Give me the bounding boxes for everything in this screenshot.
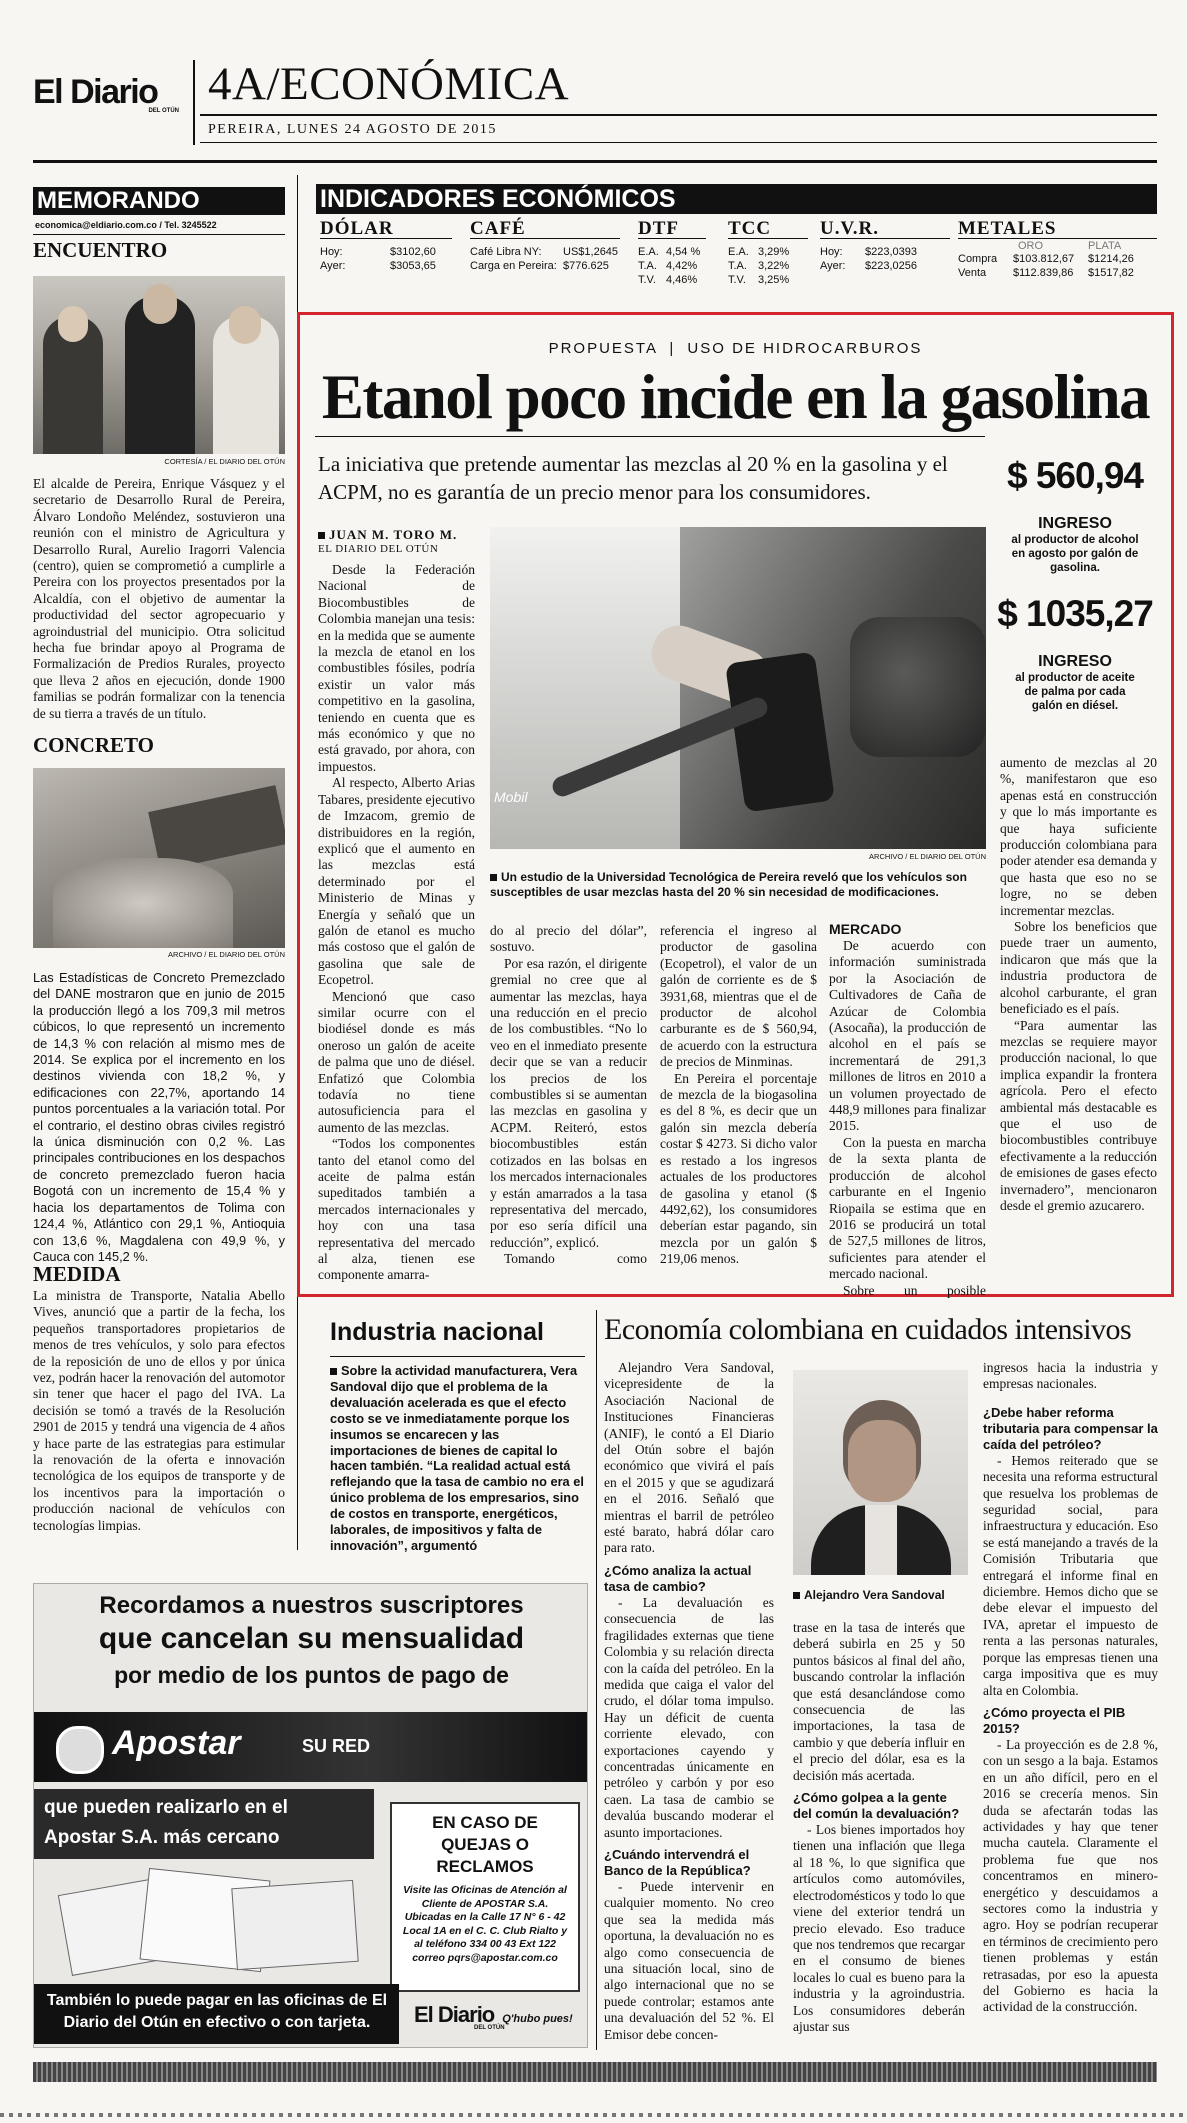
paragraph: Sobre los beneficios que puede traer un aumento, indicaron que más que la industria productora de alcohol carburante, el gran beneficiado es el país.: [1000, 919, 1157, 1017]
stat2-desc: al productor de aceite de palma por cada galón en diésel.: [1015, 672, 1135, 712]
metales-venta-plata: $1517,82: [1088, 267, 1134, 279]
memorando-title: MEMORANDO: [33, 187, 285, 215]
concreto-photo: [33, 768, 285, 948]
feature-deck: La iniciativa que pretende aumentar las mezclas al 20 % en la gasolina y el ACPM, no es garantía de un precio menor para los consumidores.: [318, 452, 948, 504]
cafe-ny-label: Café Libra NY:: [470, 246, 542, 258]
dtf-row: [638, 259, 706, 273]
paragraph: Mencionó que caso similar ocurre con el biodiésel donde es más oneroso un galón de aceite de palma que uno de diésel. Enfatizó que Colombia todavía no tiene autosuficiencia para el aumento de las mezclas.: [318, 988, 475, 1135]
feature-col2: [490, 923, 647, 1268]
stat2-value: $ 1035,27: [997, 593, 1153, 634]
ad-line3: por medio de los puntos de pago de: [114, 1662, 509, 1688]
encuentro-body: El alcalde de Pereira, Enrique Vásquez y el secretario de Desarrollo Rural de Pereira, Álvaro Londoño Meléndez, sostuvieron una reunión con el ministro de Agricultura y Desarrollo Rural, Aurelio Iragorri Valencia (centro), quien se comprometió a cumplirle a Pereira con los proyectos presentados por la Alcaldía, con el objetivo de aumentar la productividad del sector agropecuario y agroindustrial del municipio. Otra solicitud hecha fue brindar apoyo al Programa de Formalización de Predios Rurales, proyecto que lleva 2 años en ejecución, donde 1900 familias se podrán formalizar con la tenencia de su tierra a través de un título.: [33, 476, 285, 721]
dtf-tv-label: T.V.: [638, 274, 656, 286]
paragraph: Por esa razón, el dirigente gremial no cree que al aumentar las mezclas, haya una reducción en el precio de los combustibles. “No lo veo en el inmediato presente decir que se van a reducir los precios de los combustibles si se aumentan las mezclas en gasolina y ACPM. Reiterό, estos biocombustibles están cotizados en las bolsas en los mercados internacionales y están amarrados a la tasa representativa del mercado, por eso sería difícil una reducción”, explicó.: [490, 955, 647, 1250]
dolar-row: [320, 259, 452, 273]
photo-brand: Mobil: [494, 789, 528, 805]
concreto-text: [33, 970, 285, 1265]
concreto-credit: ARCHIVO / EL DIARIO DEL OTÚN: [168, 950, 285, 959]
feature-col3: [660, 923, 817, 1268]
feature-kicker: PROPUESTA | USO DE HIDROCARBUROS: [548, 340, 923, 357]
footer-band: [33, 2062, 1157, 2082]
dtf-tv-value: 4,46%: [666, 274, 698, 286]
tcc-tv-value: 3,25%: [758, 274, 790, 286]
paragraph: Alejandro Vera Sandoval, vicepresidente de la Asociación Nacional de Instituciones Financieras (ANIF), le contó a El Diario del Otún sobre el bajón económico que vivirá el país en el 2015 y que se agudizará en el 2016. Señaló que mientras el barril de petróleo esté barato, habrá dólar caro para rato.: [604, 1360, 774, 1556]
qhubo-logo: Q'hubo pues!: [502, 2013, 573, 2025]
metales-compra-plata: $1214,26: [1088, 253, 1134, 265]
industria-body: Sobre la actividad manufacturera, Vera Sandoval dijo que el problema de la devaluación acelerada es que el efecto costo se ve inmediatamente porque los insumos se encarecen y las importaciones de bienes de capital lo hacen también. “La realidad actual está reflejando que la tasa de cambio no era el único problema de los empresarios, sino de costos en transporte, energéticos, laborales, de impositivos y falta de innovación”, argumentó: [330, 1363, 584, 1553]
uvr-today-value: $223,0393: [865, 246, 917, 258]
feature-col4: [829, 920, 986, 1299]
stat2-label: INGRESO: [1038, 653, 1112, 670]
eldiario-logo: El Diario: [414, 2002, 495, 2027]
tcc-label: TCC: [728, 222, 808, 239]
uvr-row: [820, 259, 950, 273]
indicator-uvr: [820, 218, 950, 273]
quejas-box: [390, 1802, 580, 1992]
encuentro-credit: CORTESÍA / EL DIARIO DEL OTÚN: [164, 457, 285, 466]
metales-label: METALES: [958, 222, 1157, 239]
industria-text: [330, 1363, 587, 1554]
apostar-ad: [33, 1583, 588, 2048]
tcc-ta-value: 3,22%: [758, 260, 790, 272]
dtf-ea-label: E.A.: [638, 246, 659, 258]
paragraph: ingresos hacia la industria y empresas nacionales.: [983, 1360, 1158, 1392]
metales-plata-header: PLATA: [1088, 240, 1122, 252]
encuentro-photo: [33, 276, 285, 454]
dtf-ta-label: T.A.: [638, 260, 657, 272]
metales-venta-label: Venta: [958, 267, 987, 279]
apostar-brand: Apostar: [112, 1724, 241, 1762]
dtf-row: [638, 245, 706, 259]
indicator-dolar: [320, 218, 452, 273]
tcc-ea-value: 3,29%: [758, 246, 790, 258]
question: ¿Cuándo intervendrá el Banco de la República?: [604, 1846, 751, 1878]
paragraph: En Pereira el porcentaje de mezcla de la biogasolina es del 8 %, es decir que un galón sin mezcla debería costar $ 4273. Si dicho valor es restado a los ingresos actuales de los productores de gasolina y etanol ($ 4492,62), los consumidores deberían estar pagando, sin mezcla por un galón $ 219,06 menos.: [660, 1070, 817, 1267]
concreto-heading: CONCRETO: [33, 733, 154, 757]
answer: - La devaluación es consecuencia de las fragilidades externas que tiene Colombia y su relación directa con la caída del petróleo. En la medida que caiga el valor del crudo, el dólar toma impulso. Hay un déficit de cuenta corriente elevado, con exportaciones cayendo y concentradas únicamente en petróleo y carbón y por eso caen. La tasa de cambio se devalúa buscando moderar el asunto importaciones.: [604, 1594, 774, 1840]
stat1-desc: al productor de alcohol en agosto por galón de gasolina.: [1011, 534, 1139, 574]
photo-caption: [490, 870, 986, 900]
dolar-today-label: Hoy:: [320, 246, 343, 258]
cafe-ny-value: US$1,2645: [563, 246, 619, 258]
dolar-yesterday-value: $3053,65: [390, 260, 436, 272]
byline: [318, 527, 478, 555]
ad-logos: [414, 2002, 584, 2042]
metales-oro-header: ORO: [1018, 240, 1044, 252]
mercado-heading: MERCADO: [829, 921, 902, 937]
apostar-logo-icon: [56, 1726, 104, 1774]
ad-line2: que cancelan su mensualidad: [98, 1622, 525, 1655]
masthead-logo: [33, 75, 183, 114]
feature-photo: [490, 527, 986, 849]
dolar-label: DÓLAR: [320, 222, 452, 239]
question: ¿Debe haber reforma tributaria para compensar la caída del petróleo?: [983, 1404, 1158, 1452]
paragraph: Al respecto, Alberto Arias Tabares, presidente ejecutivo de Imzacom, gremio de distribuidores en la región, explicó que el aumento en las mezclas está determinado por el Ministerio de Minas y Energía y señaló que un galón de etanol es mucho más costoso que el galón de gasolina que sale de Ecopetrol.: [318, 775, 475, 988]
vera-caption: [793, 1588, 945, 1602]
uvr-label: U.V.R.: [820, 222, 950, 239]
medida-body: La ministra de Transporte, Natalia Abello Vives, anunció que a partir de la fecha, los pequeños transportadores propietarios de menos de tres vehículos, y solo para efectos de la reposición de uno de ellos y por única vez, podrán hacer la renovación del automotor sin tener que hacer el pago del IVA. La decisión se tomó a través de la Resolución 2901 de 2015 y tendrá una vigencia de 4 años y hace parte de las estrategias para estimular la renovación de la oferta e innovación tecnológica de los equipos de transporte y de los incentivos para la importación o producción nacional de vehículos con tecnologías limpias.: [33, 1288, 285, 1533]
cafe-pereira-label: Carga en Pereira:: [470, 260, 557, 272]
paragraph: do al precio del dólar”, sostuvo.: [490, 923, 647, 955]
economia-title: Economía colombiana en cuidados intensivos: [604, 1313, 1132, 1346]
tcc-ea-label: E.A.: [728, 246, 749, 258]
indicator-dtf: [638, 218, 706, 287]
eldiario-logo-sub: DEL OTÚN: [474, 2025, 505, 2031]
indicadores-title: INDICADORES ECONÓMICOS: [316, 184, 1157, 214]
metales-compra-oro: $103.812,67: [1013, 253, 1075, 265]
section-title: 4A/ECONÓMICA: [208, 58, 570, 110]
paragraph: Con la puesta en marcha de la sexta planta de producción de alcohol carburante en el Ingenio Riopaila se estima que en 2016 se producirá un total de 527,5 millones de litros, suficientes para atender el mercado nacional.: [829, 1134, 986, 1282]
tcc-row: [728, 273, 808, 287]
cafe-label: CAFÉ: [470, 222, 620, 239]
indicator-metales: [958, 218, 1157, 280]
photo-credit: ARCHIVO / EL DIARIO DEL OTÚN: [869, 852, 986, 861]
answer: - La proyección es de 2.8 %, con un sesgo a la baja. Estamos en un año difícil, pero en el 2016 se crecería menos. Sin duda se afectarán todas las actividades y hay que tener mucha cautela. Claramente el problema fue que nos concentramos en minero-energético y descuidamos a sectores como la industria y agro. Hoy se podrían recuperar en términos de crecimiento pero tienen problemas y están retrasadas, por eso la apuesta del Gobierno es hacia la actividad de la construcción.: [983, 1736, 1158, 2015]
memorando-contact: economica@eldiario.com.co / Tel. 3245522: [35, 220, 217, 230]
kicker-b: USO DE HIDROCARBUROS: [687, 340, 923, 357]
paragraph: Desde la Federación Nacional de Biocombustibles de Colombia manejan una tesis: en la medida que se aumente la mezcla de etanol en los combustibles fósiles, podría existir un valor más competitivo en la gasolina, teniendo en cuenta que es más económico y que no está gravado, por ahora, con impuestos.: [318, 562, 475, 774]
ad-footer-band: [34, 1984, 399, 2044]
dolar-today-value: $3102,60: [390, 246, 436, 258]
tcc-ta-label: T.A.: [728, 260, 747, 272]
encuentro-text: [33, 476, 285, 722]
answer: - Puede intervenir en cualquier momento. No creo que sea la medida más oportuna, la devaluación no es algo como consecuencia de una situación local, sino de algo internacional que no se puede controlar; estamos ante una devaluación del 52 %. El Emisor debe concen-: [604, 1878, 774, 2042]
economia-col1: [604, 1360, 774, 2043]
question: ¿Cómo golpea a la gente del común la devaluación?: [793, 1790, 960, 1822]
logo-sub: DEL OTÚN: [148, 108, 179, 114]
uvr-row: [820, 245, 950, 259]
stat-box: [990, 455, 1160, 713]
tcc-row: [728, 259, 808, 273]
vera-caption-text: Alejandro Vera Sandoval: [804, 1588, 945, 1602]
apostar-brand2: SU RED: [302, 1736, 371, 1756]
logo-main: El Diario: [33, 73, 158, 111]
quejas-title: EN CASO DE QUEJAS O RECLAMOS: [432, 1813, 538, 1876]
uvr-yesterday-value: $223,0256: [865, 260, 917, 272]
feature-headline: Etanol poco incide en la gasolina: [321, 362, 1150, 432]
paragraph: “Para aumentar las mezclas se requiere mayor producción nacional, lo que implica expandir la frontera agrícola. Pero el efecto ambiental más destacable es que el uso de biocombustibles contribuye efectivamente a la reducción de emisiones de gases efecto invernadero”, mencionaron desde el gremio azucarero.: [1000, 1017, 1157, 1213]
cafe-row: [470, 259, 620, 273]
industria-title: Industria nacional: [330, 1318, 544, 1346]
paragraph: De acuerdo con información suministrada por la Asociación de Cultivadores de Caña de Azúcar de Colombia (Asocaña), la producción de alcohol en el país se incrementará de 291,3 millones de litros en 2010 a un volumen proyectado de 448,9 millones para finalizar 2015.: [829, 938, 986, 1134]
paragraph: Sobre un posible: [843, 1282, 986, 1298]
feature-col5: [1000, 755, 1157, 1214]
quejas-text: Visite las Oficinas de Atención al Cliente de APOSTAR S.A. Ubicadas en la Calle 17 N° 6 - 42 Local 1A en el C. C. Club Rialto y al teléfono 334 00 43 Ext 122 correo pqrs@apostar.com.co: [402, 1884, 568, 1964]
tcc-row: [728, 245, 808, 259]
paragraph: “Todos los componentes tanto del etanol como del aceite de palma están supeditados también a mercados internacionales y hoy con una tasa representativa del mercado al alza, tienen ese componente amarra-: [318, 1136, 475, 1283]
vera-photo: [793, 1370, 968, 1575]
stat1-value: $ 560,94: [1006, 455, 1144, 496]
encuentro-heading: ENCUENTRO: [33, 238, 168, 262]
tcc-tv-label: T.V.: [728, 274, 746, 286]
byline-org: EL DIARIO DEL OTÚN: [318, 543, 439, 555]
dtf-row: [638, 273, 706, 287]
dateline: PEREIRA, LUNES 24 AGOSTO DE 2015: [208, 122, 497, 137]
ad-line5: Apostar S.A. más cercano: [44, 1827, 280, 1848]
indicator-tcc: [728, 218, 808, 287]
bottom-scanline: [0, 2113, 1187, 2117]
stat1-label: INGRESO: [1038, 515, 1112, 532]
paragraph: Tomando como: [504, 1251, 647, 1267]
dtf-ea-value: 4,54 %: [666, 246, 701, 258]
apostar-banner: [34, 1712, 588, 1782]
economia-col2: [793, 1620, 965, 2035]
feature-col1: [318, 562, 475, 1284]
paragraph: aumento de mezclas al 20 %, manifestaron que eso apenas está en construcción y que lo más importante es que haya suficiente producción colombiana para poder atender esa demanda y que hasta que eso no se logre, no se deben incrementar mezclas.: [1000, 755, 1157, 918]
metales-row: [958, 266, 1157, 280]
dtf-ta-value: 4,42%: [666, 260, 698, 272]
metales-venta-oro: $112.839,86: [1013, 267, 1074, 279]
uvr-today-label: Hoy:: [820, 246, 843, 258]
answer: - Hemos reiterado que se necesita una reforma estructural que resuelva los problemas de seguridad social, para infraestructura y educación. Eso se está manejando a través de la Comisión Tributaria que entregará el informe final en diciembre. Hemos dicho que se debe elevar el impuesto del IVA, apretar el impuesto de renta a las personas naturales, porque las empresas tienen una carga impositiva que es muy alta en Colombia.: [983, 1452, 1158, 1698]
metales-compra-label: Compra: [958, 253, 998, 265]
dtf-label: DTF: [638, 222, 706, 239]
paragraph: trase en la tasa de interés que deberá subirla en 25 y 50 puntos básicos al final del año, buscando controlar la inflación que está desanclándose como consecuencia de las importaciones, la tasa de cambio y que debería influir en el precio del dólar, esa es la decisión más acertada.: [793, 1620, 965, 1783]
question: ¿Cómo analiza la actual tasa de cambio?: [604, 1562, 752, 1594]
uvr-yesterday-label: Ayer:: [820, 260, 846, 272]
dolar-row: [320, 245, 452, 259]
ad-mid-band: [34, 1789, 374, 1859]
ad-line4: que pueden realizarlo en el: [44, 1797, 288, 1818]
concreto-body: Las Estadísticas de Concreto Premezclado del DANE mostraron que en junio de 2015 la producción llegó a los 709,3 mil metros cúbicos, lo que representó un incremento de 14,3 % con relación al mismo mes de 2014. Se explica por el incremento en los destinos vivienda con 18,2 %, y edificaciones con 22,7%, aportando 14 puntos porcentuales a la variación total. Por el contrario, el destino obras civiles registró la única disminución con 0,2 %. Las principales contribuciones en los despachos de concreto premezclado fueron hacia Bogotá con un incremento de 15,4 % y hacia los departamentos de Tolima con 124,4 %, Atlántico con 29,1 %, Antioquia con 13,6 %, Magdalena con 49,9 %, y Cauca con 145,2 %.: [33, 970, 285, 1264]
question: ¿Cómo proyecta el PIB 2015?: [983, 1704, 1126, 1736]
ad-line1: Recordamos a nuestros suscriptores: [99, 1592, 524, 1619]
economia-col3: [983, 1360, 1158, 2016]
metales-row: [958, 252, 1157, 266]
cafe-row: [470, 245, 620, 259]
byline-name: JUAN M. TORO M.: [329, 527, 458, 542]
caption-text: Un estudio de la Universidad Tecnológica de Pereira reveló que los vehículos son susceptibles de usar mezclas hasta del 20 % sin necesidad de modificaciones.: [490, 870, 967, 899]
newspaper-stack-image: [64, 1864, 374, 1974]
answer: - Los bienes importados hoy tienen una inflación que llega al 18 %, lo que significa que artículos como automóviles, electrodomésticos y todo lo que viene del exterior tendrá un precio elevado. Eso traduce que nos tendremos que recargar en el consumo de bienes locales lo cual es bueno para la industria y la agroindustria. Los consumidores deberán ajustar sus: [793, 1822, 965, 2034]
medida-text: [33, 1288, 285, 1534]
indicator-cafe: [470, 218, 620, 273]
kicker-a: PROPUESTA: [548, 340, 658, 357]
ad-footer: También lo puede pagar en las oficinas de El Diario del Otún en efectivo o con tarjeta.: [46, 1992, 388, 2031]
cafe-pereira-value: $776.625: [563, 260, 609, 272]
paragraph: referencia el ingreso al productor de gasolina (Ecopetrol), el valor de un galón de corriente es de $ 3931,68, mientras que el de productor de alcohol carburante es de $ 560,94, de acuerdo con la estructura de precios de Minminas.: [660, 923, 817, 1070]
dolar-yesterday-label: Ayer:: [320, 260, 346, 272]
medida-heading: MEDIDA: [33, 1262, 121, 1286]
